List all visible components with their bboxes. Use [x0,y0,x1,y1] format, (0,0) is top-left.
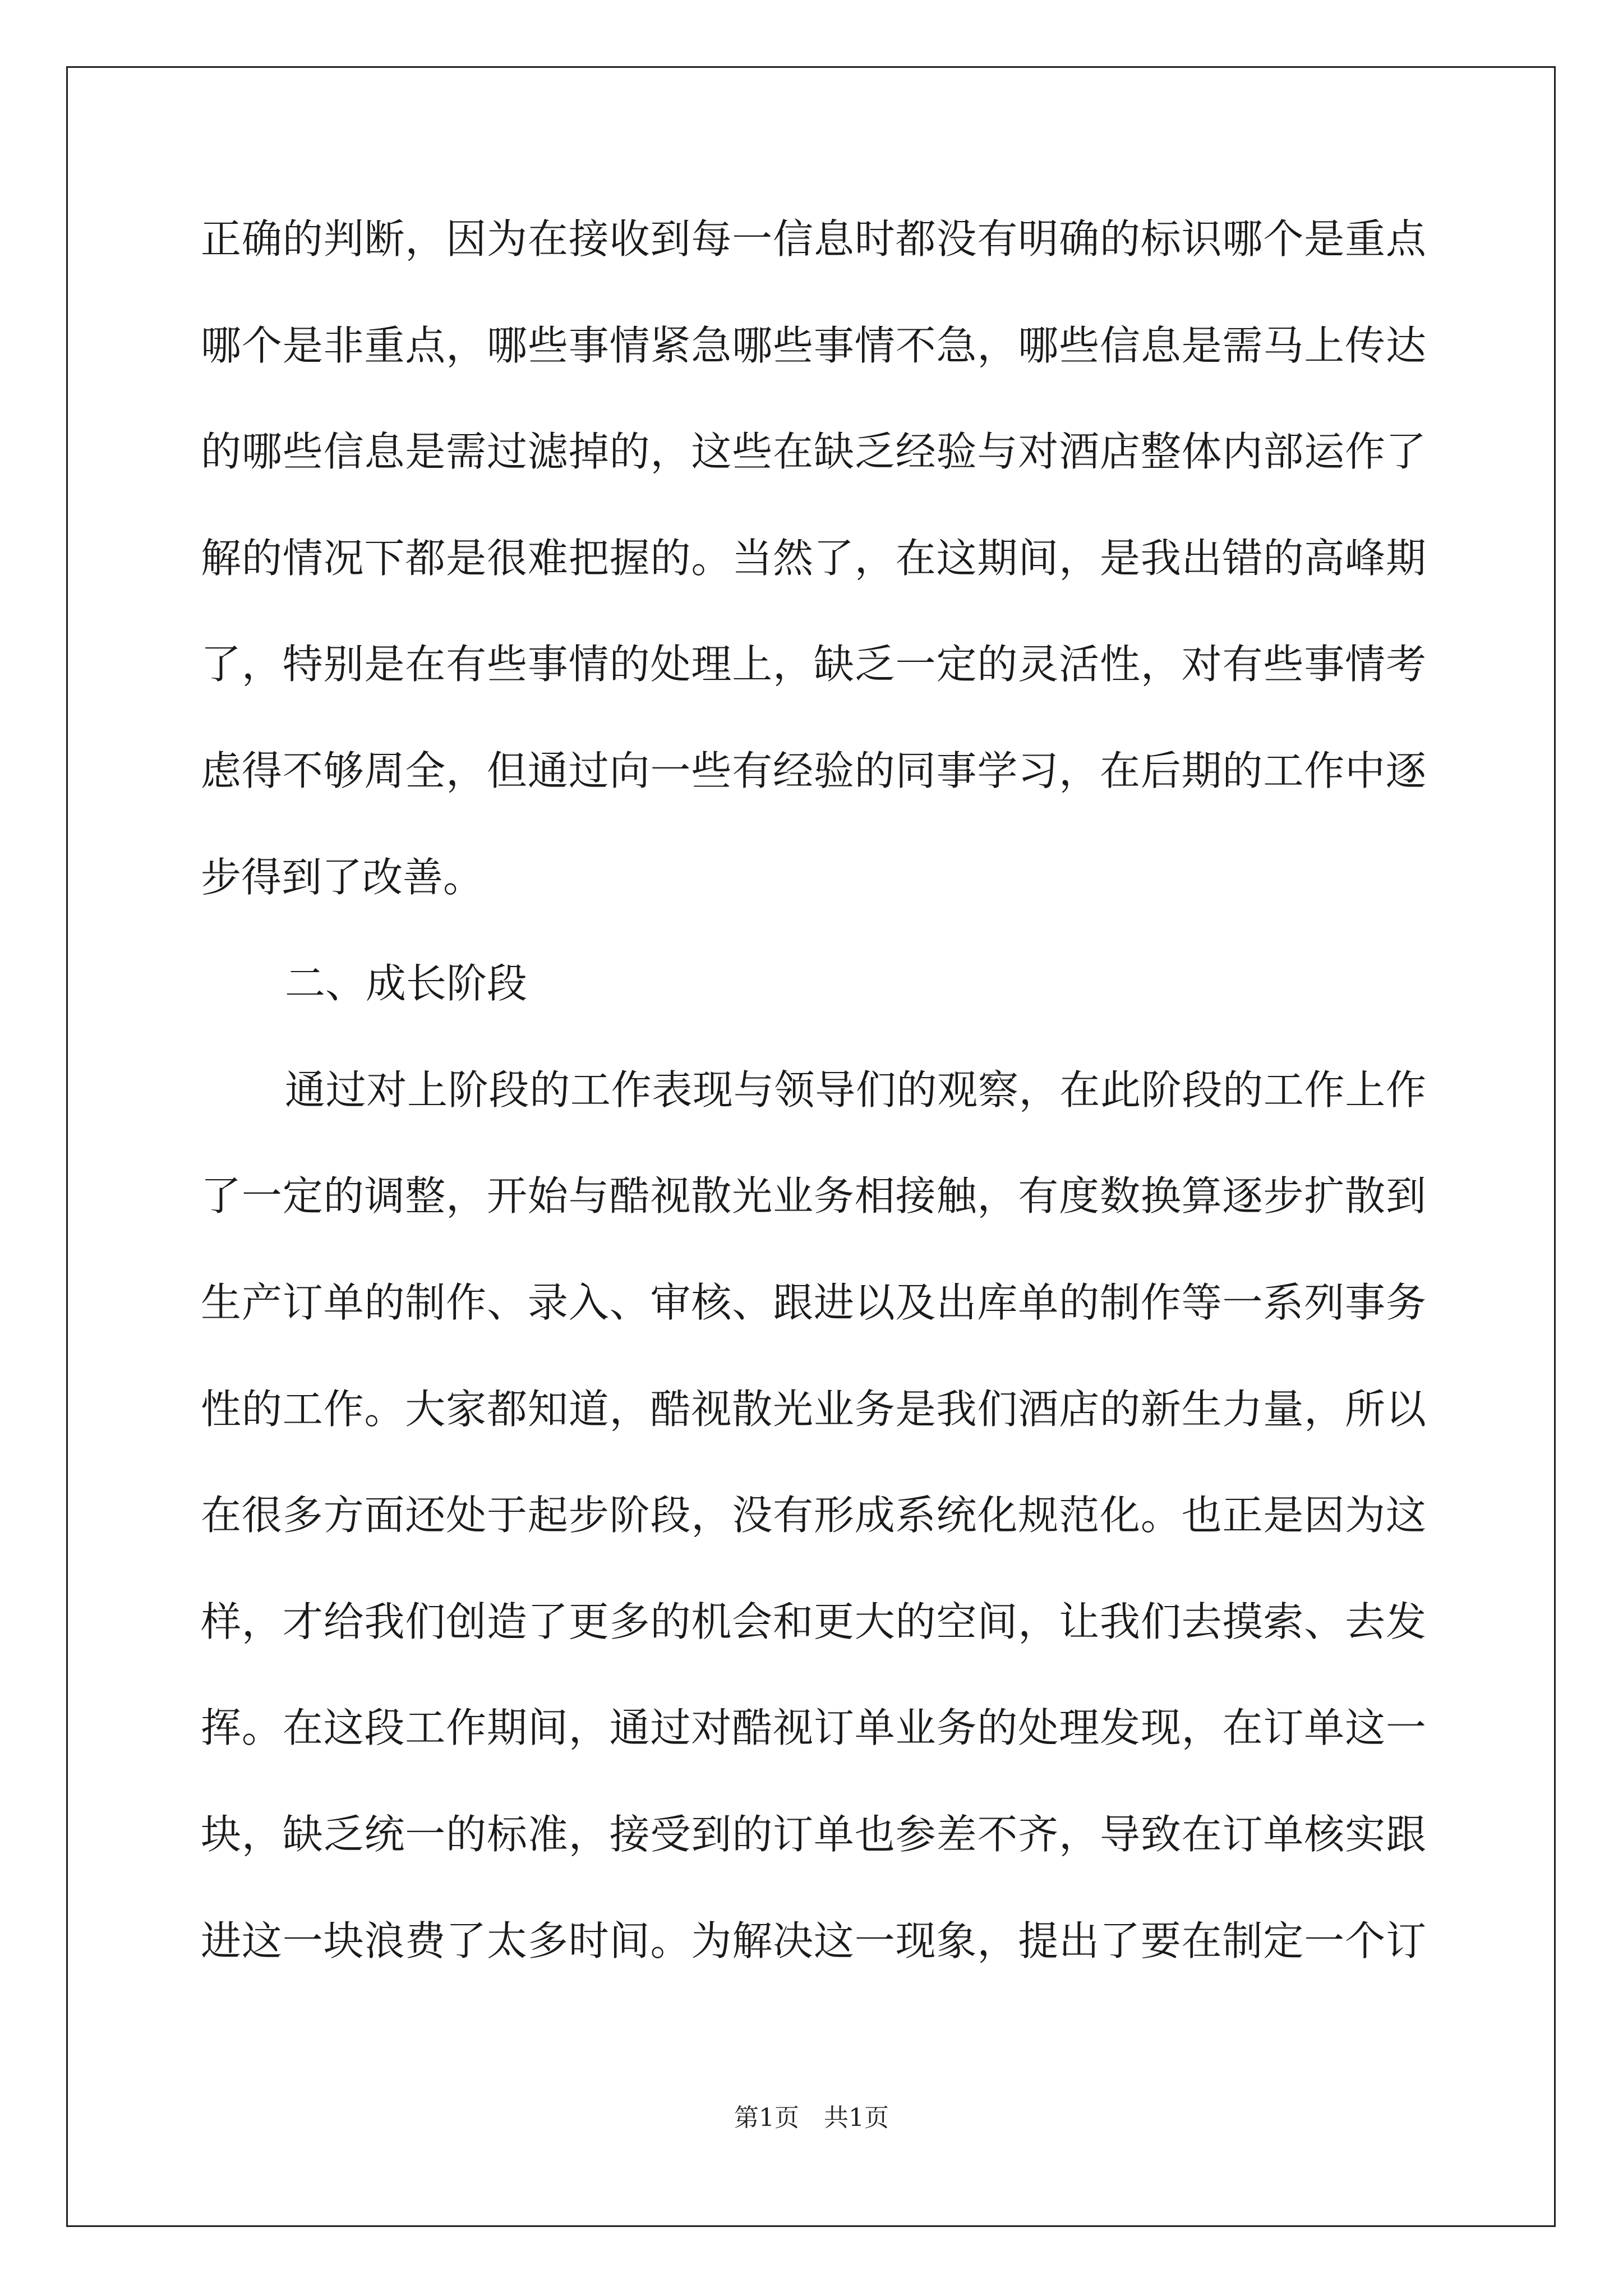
body-line: 进这一块浪费了太多时间。为解决这一现象，提出了要在制定一个订 [201,1917,1426,1964]
body-line: 性的工作。大家都知道，酷视散光业务是我们酒店的新生力量，所以 [201,1385,1426,1433]
body-line: 在很多方面还处于起步阶段，没有形成系统化规范化。也正是因为这 [201,1492,1426,1539]
body-line: 生产订单的制作、录入、审核、跟进以及出库单的制作等一系列事务 [201,1278,1426,1326]
body-line: 块，缺乏统一的标准，接受到的订单也参差不齐，导致在订单核实跟 [201,1810,1426,1858]
page-footer: 第1页 共1页 [734,2104,889,2132]
body-line: 正确的判断，因为在接收到每一信息时都没有明确的标识哪个是重点 [201,215,1426,263]
document-body [201,205,1426,2013]
paragraph-start-line: 通过对上阶段的工作表现与领导们的观察，在此阶段的工作上作 [285,1066,1426,1114]
body-line: 了，特别是在有些事情的处理上，缺乏一定的灵活性，对有些事情考 [201,641,1426,688]
body-line: 的哪些信息是需过滤掉的，这些在缺乏经验与对酒店整体内部运作了 [201,428,1426,476]
body-line: 了一定的调整，开始与酷视散光业务相接触，有度数换算逐步扩散到 [201,1172,1426,1220]
body-line: 步得到了改善。 [201,853,484,901]
body-line: 解的情况下都是很难把握的。当然了，在这期间，是我出错的高峰期 [201,534,1426,582]
body-line: 虑得不够周全，但通过向一些有经验的同事学习，在后期的工作中逐 [201,747,1426,794]
body-line: 挥。在这段工作期间，通过对酷视订单业务的处理发现，在订单这一 [201,1704,1426,1752]
section-heading: 二、成长阶段 [285,960,528,1007]
body-line: 哪个是非重点，哪些事情紧急哪些事情不急，哪些信息是需马上传达 [201,321,1426,369]
body-line: 样，才给我们创造了更多的机会和更大的空间，让我们去摸索、去发 [201,1598,1426,1645]
